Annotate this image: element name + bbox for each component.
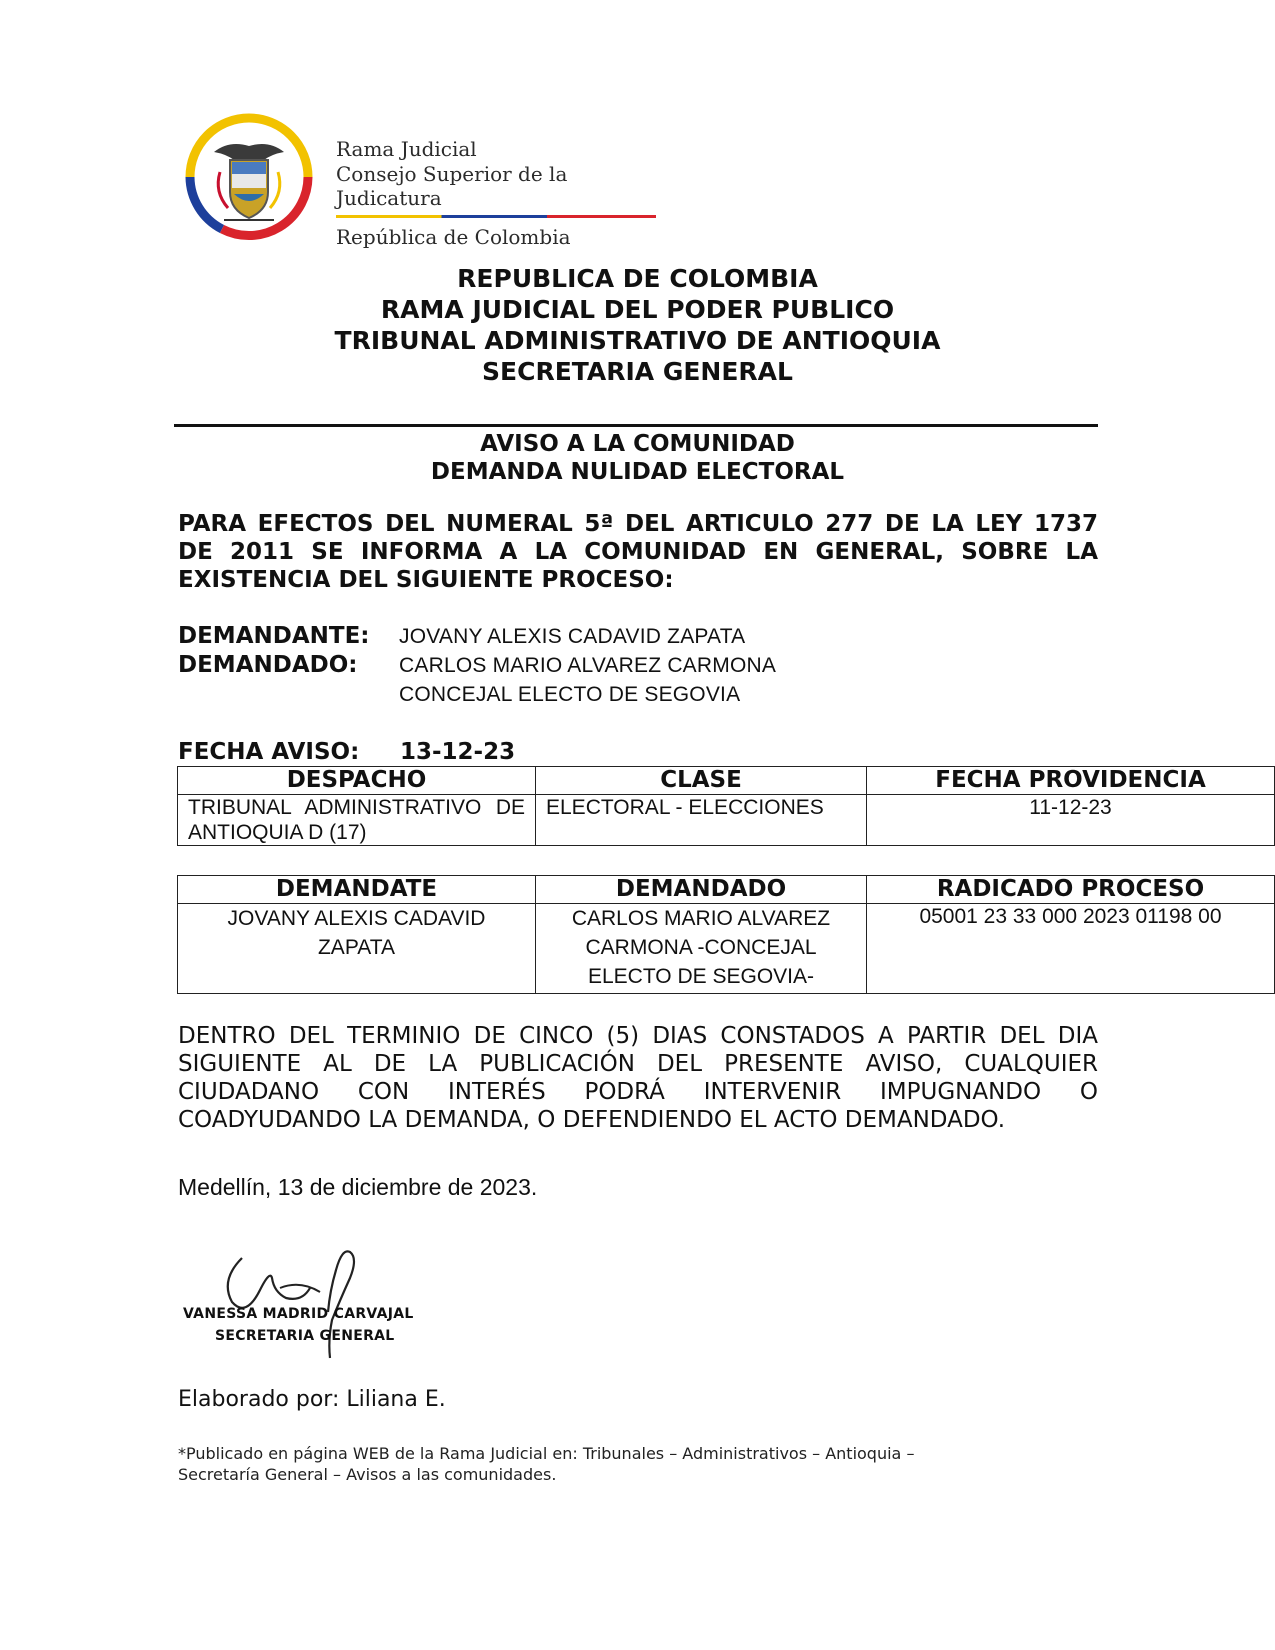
table-header-row — [178, 876, 1275, 904]
logo-tricolor-rule — [336, 215, 656, 218]
fecha-aviso-label: FECHA AVISO: — [178, 739, 360, 765]
demandante-label: DEMANDANTE: — [178, 623, 370, 649]
header-line-3: TRIBUNAL ADMINISTRATIVO DE ANTIOQUIA — [334, 326, 941, 355]
elaborated-by: Elaborado por: Liliana E. — [178, 1387, 446, 1412]
demandado-value-2: CONCEJAL ELECTO DE SEGOVIA — [399, 683, 741, 706]
parties-table — [177, 875, 1275, 994]
footnote: *Publicado en página WEB de la Rama Judicial en: Tribunales – Administrativos – Antioquia – Secretaría General – Avisos a las comunidades. — [178, 1444, 915, 1484]
table-header-clase: CLASE — [536, 767, 867, 795]
table-header-demandate: DEMANDATE — [178, 876, 536, 904]
handwritten-signature-icon — [180, 1230, 440, 1365]
logo-line-consejo: Consejo Superior de la Judicatura — [336, 162, 568, 210]
demandado-label: DEMANDADO: — [178, 652, 358, 678]
signer-title: SECRETARIA GENERAL — [215, 1328, 395, 1344]
signature-block — [180, 1230, 440, 1365]
demandado-row — [178, 651, 776, 680]
cell-demandate: JOVANY ALEXIS CADAVID ZAPATA — [178, 904, 536, 994]
header-line-1: REPUBLICA DE COLOMBIA — [457, 264, 818, 293]
cell-fecha-providencia: 11-12-23 — [867, 795, 1275, 846]
table-header-despacho: DESPACHO — [178, 767, 536, 795]
intro-paragraph: PARA EFECTOS DEL NUMERAL 5ª DEL ARTICULO 277 DE LA LEY 1737 DE 2011 SE INFORMA A LA COMUNIDAD EN GENERAL, SOBRE LA EXISTENCIA DEL SIGUIENTE PROCESO: — [178, 511, 1098, 593]
demandante-row — [178, 622, 776, 651]
term-paragraph: DENTRO DEL TERMINIO DE CINCO (5) DIAS CONSTADOS A PARTIR DEL DIA SIGUIENTE AL DE LA PUBLICACIÓN DEL PRESENTE AVISO, CUALQUIER CIUDADANO CON INTERÉS PODRÁ INTERVENIR IMPUGNANDO O COADYUDANDO LA DEMANDA, O DEFENDIENDO EL ACTO DEMANDADO. — [178, 1023, 1098, 1133]
cell-radicado: 05001 23 33 000 2023 01198 00 — [867, 904, 1275, 994]
signer-name: VANESSA MADRID CARVAJAL — [183, 1306, 414, 1322]
process-table — [177, 766, 1275, 846]
table-header-radicado: RADICADO PROCESO — [867, 876, 1275, 904]
header-line-4: SECRETARIA GENERAL — [482, 357, 793, 386]
table-header-row — [178, 767, 1275, 795]
rama-judicial-logo — [184, 112, 664, 252]
fecha-aviso-value: 13-12-23 — [400, 739, 516, 765]
fecha-aviso — [178, 738, 515, 766]
demandado-row-2 — [178, 680, 776, 709]
table-row — [178, 795, 1275, 846]
demandado-value: CARLOS MARIO ALVAREZ CARMONA — [399, 654, 777, 677]
demandado-label-spacer — [178, 680, 399, 709]
logo-text — [336, 136, 664, 250]
cell-demandado: CARLOS MARIO ALVAREZ CARMONA -CONCEJAL ELECTO DE SEGOVIA- — [536, 904, 867, 994]
notice-title-line-2: DEMANDA NULIDAD ELECTORAL — [430, 459, 845, 485]
table-header-demandado: DEMANDADO — [536, 876, 867, 904]
cell-despacho: TRIBUNAL ADMINISTRATIVO DE ANTIOQUIA D (17) — [178, 795, 536, 846]
place-date: Medellín, 13 de diciembre de 2023. — [178, 1174, 538, 1200]
demandante-value: JOVANY ALEXIS CADAVID ZAPATA — [399, 625, 746, 648]
table-header-fecha-providencia: FECHA PROVIDENCIA — [867, 767, 1275, 795]
header-line-2: RAMA JUDICIAL DEL PODER PUBLICO — [380, 295, 895, 324]
table-row — [178, 904, 1275, 994]
header-divider — [174, 424, 1098, 427]
logo-line-republica: República de Colombia — [336, 225, 571, 249]
parties-block — [178, 622, 776, 709]
colombia-coat-of-arms-icon — [184, 112, 314, 242]
notice-title-line-1: AVISO A LA COMUNIDAD — [480, 431, 795, 457]
notice-title — [0, 430, 1275, 486]
document-header — [0, 263, 1275, 387]
logo-line-rama-judicial: Rama Judicial — [336, 137, 477, 161]
cell-clase: ELECTORAL - ELECCIONES — [536, 795, 867, 846]
